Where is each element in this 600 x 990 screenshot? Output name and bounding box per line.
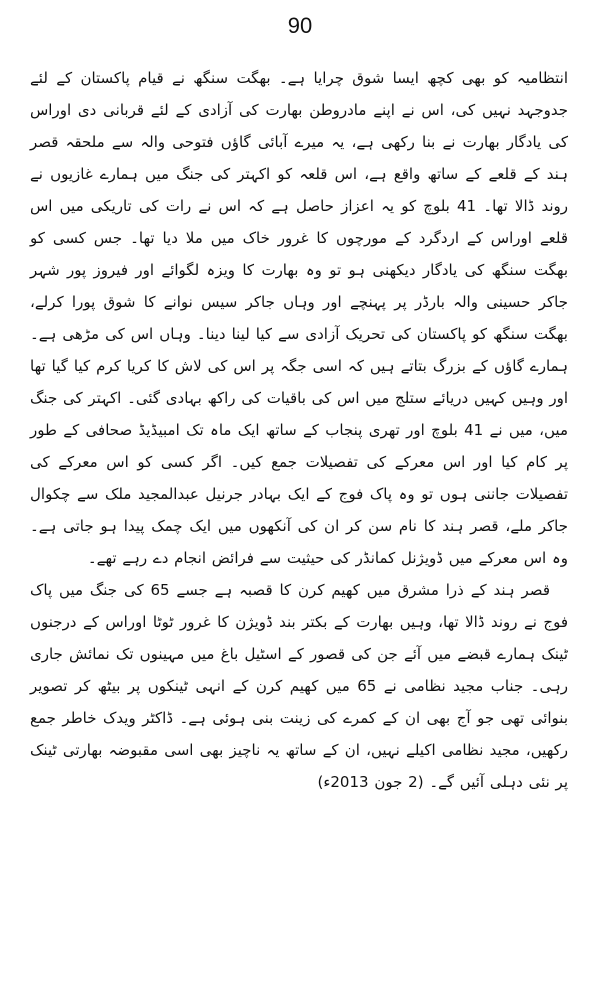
page-number: 90 (287, 13, 313, 38)
paragraph-1: انتظامیہ کو بھی کچھ ایسا شوق چرایا ہے۔ بھگت سنگھ نے قیام پاکستان کے لئے جدوجہد نہیں کی، اس نے اپنے مادروطن بھارت کی آزادی کے لئے قربانی دی اوراس کی یادگار بھارت نے بنا رکھی ہے، یہ میرے آبائی گاؤں فتوحی والہ سے ملحقہ قصر ہند کے قلعے کے ساتھ واقع ہے، اس قلعہ کو اکہتر کی جنگ میں ہمارے غازیوں نے روند ڈالا تھا۔ 41 بلوچ کو یہ اعزاز حاصل ہے کہ اس نے رات کی تاریکی میں اس قلعے اوراس کے اردگرد کے مورچوں کا غرور خاک میں ملا دیا تھا۔ جس کسی کو بھگت سنگھ کی یادگار دیکھنی ہو تو وہ بھارت کا ویزہ لگوائے اور فیروز پور شہر جاکر حسینی والہ بارڈر پر پہنچے اور وہاں جاکر سیس نوانے کا شوق پورا کرلے، بھگت سنگھ کو پاکستان کی تحریک آزادی سے کیا لینا دینا۔ وہاں اس کی مڑھی ہے۔ ہمارے گاؤں کے بزرگ بتاتے ہیں کہ اسی جگہ پر اس کی لاش کا کریا کرم کیا گیا تھا اور وہیں کہیں دریائے ستلج میں اس کی باقیات کی راکھ بہادی گئی۔ اکہتر کی جنگ میں، میں نے 41 بلوچ اور تھری پنجاب کے ساتھ ایک ماہ تک امبیڈیڈ صحافی کے طور پر کام کیا اور اس معرکے کی تفصیلات جمع کیں۔ اگر کسی کو اس معرکے کی تفصیلات جاننی ہوں تو وہ پاک فوج کے ایک بہادر جرنیل عبدالمجید ملک سے چکوال جاکر ملے، قصر ہند کا نام سن کر ان کی آنکھوں میں ایک چمک پیدا ہو جاتی ہے۔ وہ اس معرکے میں ڈویژنل کمانڈر کی حیثیت سے فرائض انجام دے رہے تھے۔ (30, 69, 568, 567)
paragraph-2: قصر ہند کے ذرا مشرق میں کھیم کرن کا قصبہ ہے جسے 65 کی جنگ میں پاک فوج نے روند ڈالا تھا، وہیں بھارت کے بکتر بند ڈویژن کا غرور ٹوٹا اوراس کے درجنوں ٹینک ہمارے قبضے میں آئے جن کی قصور کے اسٹیل باغ میں مہینوں تک نمائش جاری رہی۔ جناب مجید نظامی نے 65 میں کھیم کرن کے انہی ٹینکوں پر بیٹھ کر تصویر بنوائی تھی جو آج بھی ان کے کمرے کی زینت بنی ہوئی ہے۔ ڈاکٹر ویدک خاطر جمع رکھیں، مجید نظامی اکیلے نہیں، ان کے ساتھ یہ ناچیز بھی اسی مقبوضہ بھارتی ٹینک پر نئی دہلی آئیں گے۔ (2 جون 2013ء) (30, 581, 568, 791)
article-body (30, 62, 568, 798)
